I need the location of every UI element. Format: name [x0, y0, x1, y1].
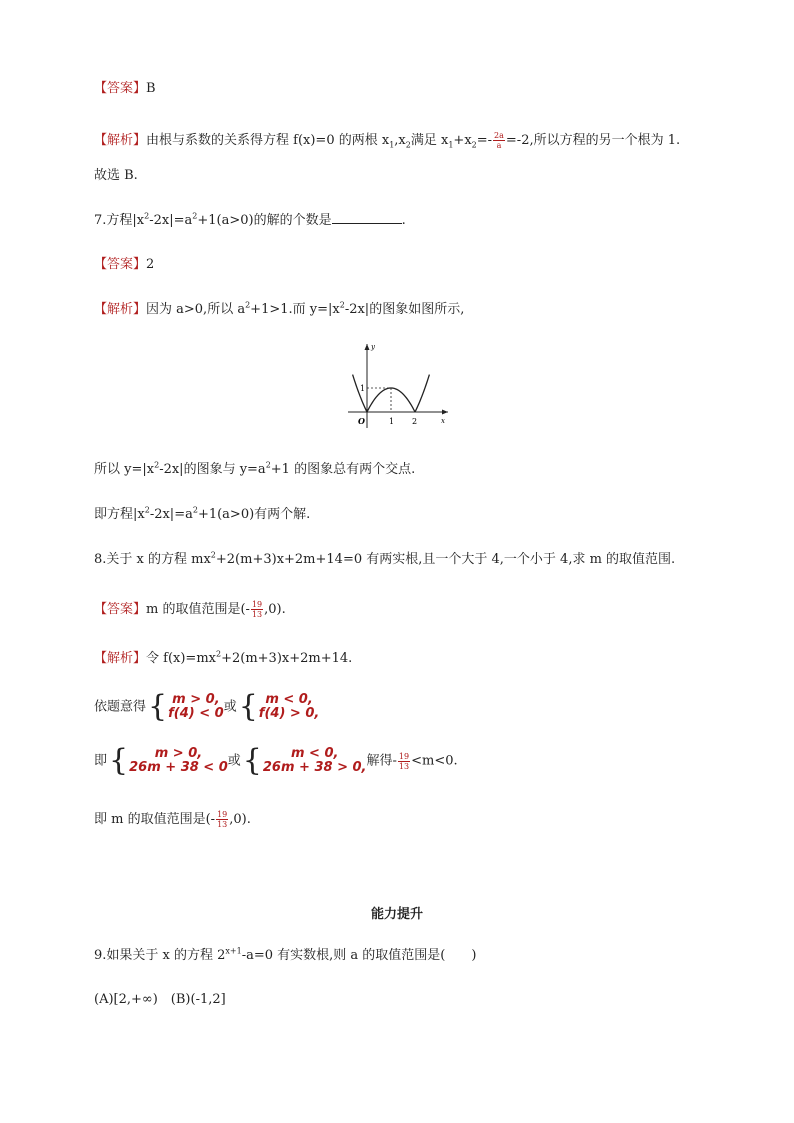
question-text: -a=0 有实数根,则 a 的取值范围是( ) — [241, 948, 477, 963]
analysis-text: 即 m 的取值范围是(- — [94, 812, 216, 827]
analysis-text: <m<0. — [411, 753, 458, 769]
system-row: f(4) > 0, — [258, 706, 320, 721]
q8-question — [94, 551, 675, 569]
analysis-text: 即 — [94, 753, 108, 769]
system-row: m > 0, — [154, 746, 203, 761]
q7-analysis — [94, 301, 464, 319]
q8-answer — [94, 600, 286, 619]
analysis-text: =-2,所以方程的另一个根为 1. — [505, 133, 681, 148]
x-axis-arrow — [442, 410, 448, 415]
subscript: 1 — [448, 140, 454, 150]
q7-conclusion-2 — [94, 506, 310, 524]
superscript: 2 — [339, 300, 345, 310]
subscript: 2 — [471, 140, 477, 150]
analysis-text: ,0). — [229, 812, 251, 827]
x-tick-1: 1 — [389, 417, 395, 426]
system-row: m < 0, — [290, 746, 339, 761]
question-text: +2(m+3)x+2m+14=0 有两实根,且一个大于 4,一个小于 4,求 m 的取值范围. — [215, 552, 676, 567]
analysis-tag: 【解析】 — [94, 302, 147, 317]
analysis-text: +1 的图象总有两个交点. — [270, 462, 416, 477]
analysis-text: +2(m+3)x+2m+14. — [221, 651, 353, 666]
superscript: 2 — [245, 300, 251, 310]
q9-options: (A)[2,+∞) (B)(-1,2] — [94, 992, 226, 1007]
question-text: . — [401, 213, 406, 228]
fraction-numerator: 19 — [251, 600, 263, 609]
analysis-text: 满足 x — [410, 133, 449, 148]
abs-quadratic-graph — [346, 340, 452, 430]
fraction — [251, 600, 263, 619]
system-row: m > 0, — [172, 692, 220, 707]
fraction-numerator: 19 — [398, 751, 410, 761]
analysis-tag: 【解析】 — [94, 651, 147, 666]
fraction-denominator: 13 — [398, 761, 410, 771]
analysis-text: =- — [476, 133, 493, 148]
q8-conditions — [94, 689, 320, 724]
x-tick-2: 2 — [412, 417, 418, 426]
q7-conclusion-1 — [94, 461, 415, 479]
y-axis-arrow — [365, 344, 370, 350]
fraction-numerator: 19 — [217, 810, 228, 819]
analysis-text: +x — [453, 133, 472, 148]
analysis-text: -2x|=a — [149, 507, 193, 522]
q6-conclusion: 故选 B. — [94, 168, 138, 183]
superscript: 2 — [210, 550, 216, 560]
q7-question — [94, 211, 406, 230]
analysis-tag: 【解析】 — [94, 133, 147, 148]
question-text: 7.方程|x — [94, 213, 145, 228]
analysis-text: 因为 a>0,所以 a — [146, 302, 246, 317]
brace: { — [148, 689, 168, 724]
fraction-denominator: 13 — [251, 610, 263, 619]
system-2 — [259, 693, 320, 721]
analysis-text: 解得- — [366, 753, 397, 769]
system-row: 26m + 38 < 0 — [129, 760, 228, 775]
answer-tag: 【答案】 — [94, 81, 147, 96]
superscript: 2 — [154, 460, 160, 470]
system-4 — [263, 747, 367, 775]
fraction — [216, 810, 228, 829]
subscript: 1 — [389, 140, 395, 150]
origin-label: O — [358, 416, 365, 426]
analysis-text: 令 f(x)=mx — [146, 651, 216, 666]
analysis-text: 即方程|x — [94, 507, 145, 522]
analysis-text: 依题意得 — [94, 699, 147, 715]
question-text: -2x|=a — [149, 213, 193, 228]
system-row: m < 0, — [265, 692, 313, 707]
analysis-text: 所以 y=|x — [94, 462, 155, 477]
superscript: 2 — [144, 505, 150, 515]
q8-analysis — [94, 650, 352, 668]
q6-analysis — [94, 131, 680, 150]
analysis-text: 或 — [227, 753, 241, 769]
fraction-denominator: a — [496, 141, 502, 150]
y-label: y — [371, 343, 375, 351]
section-title: 能力提升 — [370, 907, 423, 922]
answer-text: ,0). — [264, 602, 286, 617]
answer-value: B — [146, 81, 156, 96]
analysis-text: 由根与系数的关系得方程 f(x)=0 的两根 x — [146, 133, 390, 148]
superscript: 2 — [192, 211, 198, 221]
analysis-text: -2x|的图象与 y=a — [159, 462, 266, 477]
q7-answer — [94, 256, 154, 274]
answer-blank — [332, 211, 402, 224]
superscript: 2 — [265, 460, 271, 470]
system-row: f(4) < 0 — [168, 706, 224, 721]
y-tick-1: 1 — [360, 384, 366, 393]
fraction — [398, 752, 410, 771]
system-3 — [129, 747, 228, 775]
q8-final — [94, 810, 251, 829]
analysis-text: +1(a>0)有两个解. — [197, 507, 311, 522]
system-row: 26m + 38 > 0, — [262, 760, 367, 775]
brace: { — [109, 743, 129, 778]
brace: { — [238, 689, 258, 724]
analysis-text: ,x — [394, 133, 406, 148]
question-text: 9.如果关于 x 的方程 2 — [94, 948, 226, 963]
answer-tag: 【答案】 — [94, 257, 147, 272]
answer-tag: 【答案】 — [94, 602, 147, 617]
fraction-denominator: 13 — [217, 820, 228, 829]
question-text: 8.关于 x 的方程 mx — [94, 552, 211, 567]
question-text: +1(a>0)的解的个数是 — [197, 213, 332, 228]
analysis-text: -2x|的图象如图所示, — [344, 302, 465, 317]
q9-question — [94, 947, 476, 965]
fraction-numerator: 2a — [494, 131, 504, 140]
brace: { — [242, 743, 262, 778]
q6-answer — [94, 80, 156, 98]
system-1 — [168, 693, 224, 721]
answer-text: m 的取值范围是(- — [146, 602, 250, 617]
answer-value: 2 — [146, 257, 155, 272]
q8-derivation — [94, 743, 458, 778]
x-label: x — [441, 417, 445, 425]
analysis-text: +1>1.而 y=|x — [250, 302, 340, 317]
superscript: 2 — [216, 649, 222, 659]
subscript: 2 — [405, 140, 411, 150]
superscript: 2 — [192, 505, 198, 515]
superscript: 2 — [144, 211, 150, 221]
fraction — [493, 131, 505, 150]
analysis-text: 或 — [223, 699, 237, 715]
superscript: x+1 — [225, 946, 242, 956]
